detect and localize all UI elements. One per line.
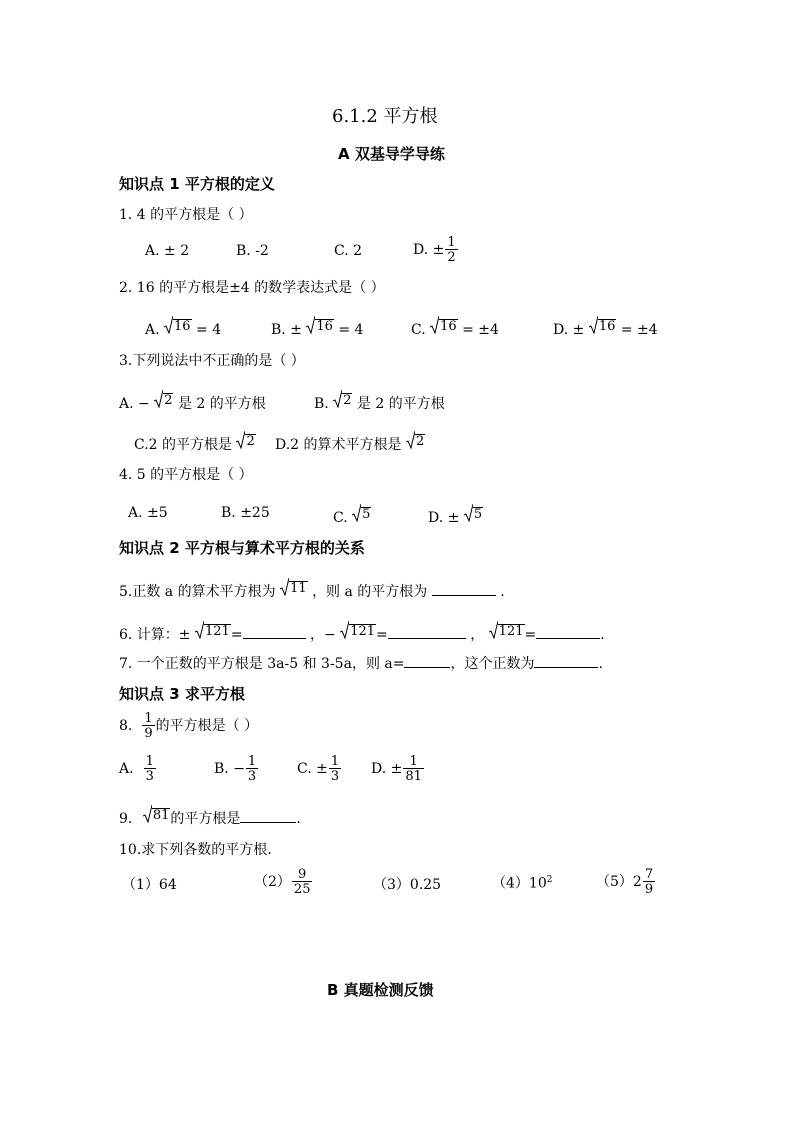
q4-d-radical <box>464 504 483 522</box>
q3-d-radicand: 2 <box>416 433 425 449</box>
q1-d-numerator: 1 <box>447 235 456 250</box>
question-3-stem: 3.下列说法中不正确的是（ ） <box>119 353 305 369</box>
q8-d-prefix: D. ± <box>371 761 403 777</box>
q10-part-3: （3）0.25 <box>373 877 442 893</box>
q6-answer-blank-3[interactable] <box>536 637 600 639</box>
q1-d-fraction <box>445 236 457 264</box>
q3-a-suffix: 是 2 的平方根 <box>177 396 266 412</box>
q10-part-1: （1）64 <box>122 877 177 893</box>
q5-middle: ，则 a 的平方根为 <box>312 584 428 600</box>
q10-p5-fraction <box>643 868 655 896</box>
page-title: 6.1.2 平方根 <box>332 106 438 127</box>
q8-denominator: 9 <box>144 726 153 741</box>
q7-answer-blank-a[interactable] <box>404 666 450 668</box>
q3-option-d <box>275 431 425 452</box>
q8-c-fraction <box>329 755 341 783</box>
q3-c-radical <box>236 431 255 449</box>
q8-prefix: 8. <box>119 718 133 734</box>
q8-suffix: 的平方根是（ ） <box>155 718 259 734</box>
q3-c-prefix: C.2 的平方根是 <box>134 437 233 453</box>
q8-option-a <box>119 755 157 783</box>
q6-radical-2 <box>340 621 376 639</box>
question-5 <box>119 578 505 599</box>
q8-b-numerator: 1 <box>247 754 257 769</box>
question-9 <box>119 805 301 826</box>
q4-c-radicand: 5 <box>362 506 371 522</box>
q8-numerator: 1 <box>144 711 153 726</box>
q2-a-radical <box>164 316 192 334</box>
q2-a-radicand: 16 <box>174 318 191 334</box>
q2-option-a <box>145 316 221 337</box>
q8-d-numerator: 1 <box>409 754 418 769</box>
q8-b-denominator: 3 <box>247 769 257 784</box>
q3-a-radicand: 2 <box>164 392 173 408</box>
q3-c-radicand: 2 <box>246 433 255 449</box>
q8-option-c <box>297 755 342 783</box>
q1-d-denominator: 2 <box>447 250 456 265</box>
question-4-stem: 4. 5 的平方根是（ ） <box>119 467 253 483</box>
q4-option-c <box>333 504 371 525</box>
q8-c-denominator: 3 <box>330 769 340 784</box>
q1-option-d <box>413 236 459 264</box>
q3-option-b <box>314 390 445 411</box>
question-2-stem: 2. 16 的平方根是±4 的数学表达式是（ ） <box>119 280 385 296</box>
q10-p2-denominator: 25 <box>293 882 311 897</box>
q2-d-radical <box>589 316 617 334</box>
question-1-stem: 1. 4 的平方根是（ ） <box>119 207 253 223</box>
q10-p5-prefix: （5）2 <box>596 874 642 890</box>
q8-a-numerator: 1 <box>145 754 154 769</box>
q8-a-prefix: A. <box>119 761 134 777</box>
q9-answer-blank[interactable] <box>240 821 296 823</box>
q6-radicand-2: 121 <box>350 623 376 639</box>
q9-end: . <box>296 811 301 827</box>
q8-a-denominator: 3 <box>145 769 154 784</box>
q8-d-denominator: 81 <box>405 769 422 784</box>
q2-d-suffix: = ±4 <box>620 322 658 338</box>
q3-d-radical <box>406 431 425 449</box>
q6-answer-blank-1[interactable] <box>243 637 306 639</box>
q5-radical <box>280 578 308 596</box>
q8-option-d <box>371 755 425 783</box>
q2-c-prefix: C. <box>411 322 426 338</box>
q4-c-radical <box>352 504 371 522</box>
q2-d-prefix: D. ± <box>553 322 585 338</box>
q8-b-fraction <box>246 755 258 783</box>
q10-p4-exponent: 2 <box>546 875 553 885</box>
q6-prefix: 6. 计算：± <box>119 627 191 643</box>
q9-radical <box>143 805 171 823</box>
question-8-stem <box>119 712 258 740</box>
section-b-heading: B 真题检测反馈 <box>327 981 434 999</box>
q9-prefix: 9. <box>119 811 133 827</box>
q2-b-radical <box>306 316 334 334</box>
q8-c-numerator: 1 <box>330 754 340 769</box>
question-7 <box>119 657 603 671</box>
q1-option-c: C. 2 <box>334 243 363 259</box>
question-10-stem: 10.求下列各数的平方根. <box>119 842 272 858</box>
q3-option-a <box>119 390 266 411</box>
q10-p2-prefix: （2） <box>254 874 291 890</box>
q4-d-prefix: D. ± <box>428 510 460 526</box>
q6-radicand-3: 121 <box>498 623 524 639</box>
q3-d-prefix: D.2 的算术平方根是 <box>275 437 402 453</box>
q6-radical-3 <box>489 621 525 639</box>
q3-b-suffix: 是 2 的平方根 <box>356 396 445 412</box>
question-6 <box>119 621 605 642</box>
q10-part-4 <box>492 876 552 891</box>
q3-a-prefix: A. − <box>119 396 150 412</box>
q6-answer-blank-2[interactable] <box>388 637 466 639</box>
q5-answer-blank[interactable] <box>432 594 496 596</box>
q2-a-prefix: A. <box>145 322 160 338</box>
knowledge-point-2: 知识点 2 平方根与算术平方根的关系 <box>119 539 365 557</box>
q3-b-prefix: B. <box>314 396 329 412</box>
q2-d-radicand: 16 <box>598 318 616 334</box>
q3-option-c <box>134 431 256 452</box>
q8-d-fraction <box>403 755 424 783</box>
knowledge-point-1: 知识点 1 平方根的定义 <box>119 175 275 193</box>
section-a-heading: A 双基导学导练 <box>338 145 445 163</box>
q3-a-radical <box>154 390 173 408</box>
q7-answer-blank-number[interactable] <box>534 666 598 668</box>
q8-c-prefix: C. ± <box>297 761 328 777</box>
q10-part-2 <box>254 868 313 896</box>
q2-c-radicand: 16 <box>440 318 457 334</box>
q8-option-b <box>214 755 259 783</box>
q2-a-suffix: = 4 <box>196 322 222 338</box>
q10-part-5 <box>596 868 656 896</box>
q6-eq-2: = <box>376 627 388 643</box>
q10-p2-numerator: 9 <box>298 867 307 882</box>
q6-sep-2: ， <box>470 627 485 643</box>
q10-p4-prefix: （4）10 <box>492 875 547 892</box>
q10-p2-fraction <box>292 868 313 896</box>
q9-suffix: 的平方根是 <box>170 811 241 827</box>
q7-middle: ，这个正数为 <box>450 656 535 672</box>
q6-eq-3: = <box>524 627 537 643</box>
q7-prefix: 7. 一个正数的平方根是 3a-5 和 3-5a，则 a= <box>119 656 405 672</box>
q2-option-c <box>411 316 499 337</box>
q6-suffix: . <box>600 627 605 643</box>
q7-suffix: . <box>598 656 603 672</box>
q4-option-a: A. ±5 <box>128 505 168 521</box>
q6-radicand-1: 121 <box>205 623 230 639</box>
q1-d-prefix: D. ± <box>413 242 445 258</box>
q6-radical-1 <box>195 621 231 639</box>
q9-radicand: 81 <box>152 807 170 823</box>
q3-b-radicand: 2 <box>343 392 352 408</box>
q4-c-prefix: C. <box>333 510 348 526</box>
q3-b-radical <box>333 390 352 408</box>
q2-c-radical <box>430 316 458 334</box>
q6-sep-1: ，− <box>310 627 336 643</box>
q4-option-d <box>428 504 483 525</box>
q4-d-radicand: 5 <box>473 506 483 522</box>
q10-p5-denominator: 9 <box>644 882 654 897</box>
q8-fraction <box>142 712 154 740</box>
q2-c-suffix: = ±4 <box>462 322 499 338</box>
q6-eq-1: = <box>230 627 243 643</box>
q2-b-radicand: 16 <box>316 318 333 334</box>
q2-b-suffix: = 4 <box>338 322 364 338</box>
knowledge-point-3: 知识点 3 求平方根 <box>119 685 245 703</box>
q1-option-b: B. -2 <box>236 243 269 259</box>
q5-radicand: 11 <box>290 580 307 596</box>
q4-option-b: B. ±25 <box>221 505 270 521</box>
q8-a-fraction <box>144 755 156 783</box>
q8-b-prefix: B. − <box>214 761 245 777</box>
q10-p5-numerator: 7 <box>644 867 654 882</box>
q2-option-b <box>271 316 363 337</box>
q5-prefix: 5.正数 a 的算术平方根为 <box>119 584 276 600</box>
q2-option-d <box>553 316 658 337</box>
q5-suffix: . <box>500 584 505 600</box>
q1-option-a: A. ± 2 <box>145 243 190 259</box>
q2-b-prefix: B. ± <box>271 322 302 338</box>
